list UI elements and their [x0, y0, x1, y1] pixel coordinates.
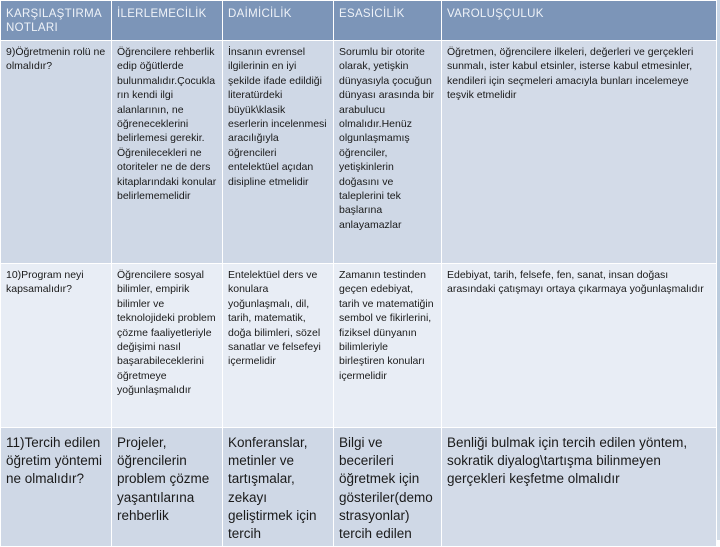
row-question: 10)Program neyi kapsamalıdır? [1, 264, 112, 428]
table-cell: Öğrencilere rehberlik edip öğütlerde bulunmalıdır.Çocukların kendi ilgi alanlarının, ne öğreneceklerini belirlemesi gerekir. Öğrenilecekleri ne otoriteler ne de ders kitaplarındaki konular belirlememelidir [112, 41, 223, 264]
table-cell: Bilgi ve becerileri öğretmek için gösteriler(demostrasyonlar) tercih edilen [334, 428, 442, 547]
table-cell: Öğrencilere sosyal bilimler, empirik bilimler ve teknolojideki problem çözme faaliyetleriyle değişimi nasıl başarabileceklerini öğretmeye yoğunlaşmalıdır [112, 264, 223, 428]
table-cell: Zamanın testinden geçen edebiyat, tarih ve matematiğin sembol ve fikirlerini, fiziksel dünyanın bilimleriyle birleştiren konuları içermelidir [334, 264, 442, 428]
header-existentialism: VAROLUŞÇULUK [442, 1, 717, 41]
table-cell: İnsanın evrensel ilgilerinin en iyi şekilde ifade edildiği literatürdeki büyük\klasik eserlerin incelenmesi aracılığıyla öğrencileri entelektüel açıdan disipline etmelidir [223, 41, 334, 264]
table-row [1, 264, 717, 428]
table-cell: Benliği bulmak için tercih edilen yöntem, sokratik diyalog\tartışma bilinmeyen gerçekleri keşfetme olmalıdır [442, 428, 717, 547]
table-row [1, 428, 717, 547]
table-row [1, 41, 717, 264]
table-cell: Projeler, öğrencilerin problem çözme yaşantılarına rehberlik [112, 428, 223, 547]
header-essentialism: ESASİCİLİK [334, 1, 442, 41]
table-cell: Öğretmen, öğrencilere ilkeleri, değerleri ve gerçekleri sunmalı, ister kabul etsinler, isterse kabul etmesinler, kendileri için seçmeleri amacıyla bunları incelemeye teşvik etmelidir [442, 41, 717, 264]
row-question: 9)Öğretmenin rolü ne olmalıdır? [1, 41, 112, 264]
header-comparison-notes: KARŞILAŞTIRMA NOTLARI [1, 1, 112, 41]
table-cell: Konferanslar, metinler ve tartışmalar, zekayı geliştirmek için tercih [223, 428, 334, 547]
header-perennialism: DAİMİCİLİK [223, 1, 334, 41]
table-header-row [1, 1, 717, 41]
table-cell: Sorumlu bir otorite olarak, yetişkin dünyasıyla çocuğun dünyası arasında bir arabulucu olmalıdır.Henüz olgunlaşmamış öğrenciler, yetişkinlerin doğasını ve taleplerini tek başlarına anlayamazlar [334, 41, 442, 264]
table-cell: Entelektüel ders ve konulara yoğunlaşmalı, dil, tarih, matematik, doğa bilimleri, sözel sanatlar ve felsefeyi içermelidir [223, 264, 334, 428]
header-progressivism: İLERLEMECİLİK [112, 1, 223, 41]
table-cell: Edebiyat, tarih, felsefe, fen, sanat, insan doğası arasındaki çatışmayı ortaya çıkarmaya yoğunlaşmalıdır [442, 264, 717, 428]
row-question: 11)Tercih edilen öğretim yöntemi ne olmalıdır? [1, 428, 112, 547]
